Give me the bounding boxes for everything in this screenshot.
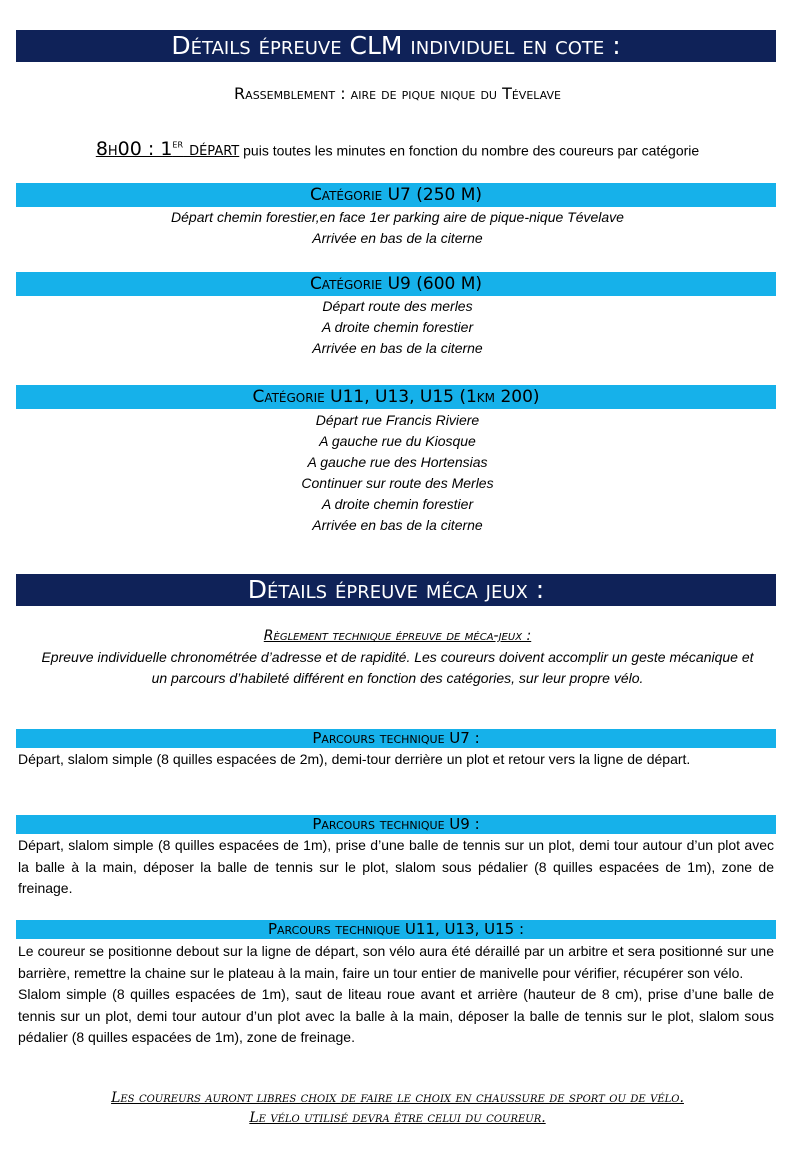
- gathering-text: Rassemblement : aire de pique nique du Tévelave: [234, 84, 561, 103]
- route-line: Continuer sur route des Merles: [301, 475, 494, 491]
- course-u7-text: [18, 749, 774, 771]
- course-u7-title: Parcours technique U7 :: [312, 729, 480, 747]
- category-u9-route: [0, 296, 795, 359]
- start-rest: puis toutes les minutes en fonction du nombre des coureurs par catégorie: [239, 142, 700, 159]
- course-paragraph: Départ, slalom simple (8 quilles espacées de 1m), prise d’une balle de tennis sur un plot, demi tour autour d’un plot avec la balle à la main, déposer la balle de tennis sur le plot, slalom sous pédalier (8 quilles espacées de 1m), zone de freinage.: [18, 837, 774, 896]
- course-u11-banner: [16, 920, 776, 939]
- category-u7-route: [0, 207, 795, 249]
- route-line: Arrivée en bas de la citerne: [312, 230, 483, 246]
- route-line: Arrivée en bas de la citerne: [312, 340, 483, 356]
- route-line: A gauche rue du Kiosque: [319, 433, 476, 449]
- start-time-label: [96, 138, 239, 160]
- category-u9-banner: [16, 272, 776, 296]
- course-paragraph: Départ, slalom simple (8 quilles espacées de 2m), demi-tour derrière un plot et retour vers la ligne de départ.: [18, 751, 691, 767]
- course-u7-banner: [16, 729, 776, 748]
- route-line: A gauche rue des Hortensias: [307, 454, 488, 470]
- course-u9-banner: [16, 815, 776, 834]
- course-paragraph: Le coureur se positionne debout sur la ligne de départ, son vélo aura été déraillé par un arbitre et sera positionné sur une barrière, remettre la chaine sur le plateau à la main, faire un tour entier de manivelle pour vérifier, récupérer son vélo.: [18, 943, 774, 981]
- course-u9-title: Parcours technique U9 :: [312, 815, 480, 833]
- start-label: départ: [183, 138, 240, 161]
- start-time: 8h00 : 1: [95, 138, 173, 161]
- footer-line-1: Les coureurs auront libres choix de faire le choix en chaussure de sport ou de vélo.: [111, 1090, 684, 1106]
- meca-title-banner: [16, 574, 776, 606]
- course-u11-text: [18, 941, 774, 1049]
- course-paragraph: Slalom simple (8 quilles espacées de 1m), saut de liteau roue avant et arrière (hauteur de 8 cm), prise d’une balle de tennis sur un plot, demi tour autour d’un plot avec la balle à la main, déposer la balle de tennis sur le plot, slalom sous pédalier (8 quilles espacées de 1m), zone de freinage.: [18, 986, 774, 1045]
- footer-line-2: Le vélo utilisé devra être celui du coureur.: [249, 1110, 546, 1126]
- clm-title-banner: [16, 30, 776, 62]
- category-u11-title: Catégorie U11, U13, U15 (1km 200): [252, 387, 540, 407]
- category-u7-banner: [16, 183, 776, 207]
- course-u11-title: Parcours technique U11, U13, U15 :: [267, 920, 525, 938]
- rules-text: Epreuve individuelle chronométrée d’adresse et de rapidité. Les coureurs doivent accomplir un geste mécanique et un parcours d’habileté différent en fonction des catégories, sur leur propre vélo.: [41, 649, 754, 686]
- category-u11-banner: [16, 385, 776, 409]
- route-line: Départ route des merles: [322, 298, 473, 314]
- route-line: A droite chemin forestier: [321, 496, 474, 512]
- category-u11-route: [0, 410, 795, 536]
- route-line: Départ chemin forestier,en face 1er parking aire de pique-nique Tévelave: [171, 209, 624, 225]
- start-sup: er: [172, 137, 184, 151]
- start-info: [0, 133, 795, 161]
- route-line: Arrivée en bas de la citerne: [312, 517, 483, 533]
- rules-heading: Règlement technique épreuve de méca-jeux :: [263, 628, 532, 644]
- course-u9-text: [18, 835, 774, 900]
- category-u7-title: Catégorie U7 (250 M): [309, 185, 483, 205]
- meca-title: Détails épreuve méca jeux :: [247, 575, 545, 604]
- category-u9-title: Catégorie U9 (600 M): [309, 274, 483, 294]
- clm-title: Détails épreuve CLM individuel en cote :: [171, 31, 621, 60]
- route-line: A droite chemin forestier: [321, 319, 474, 335]
- route-line: Départ rue Francis Riviere: [315, 412, 480, 428]
